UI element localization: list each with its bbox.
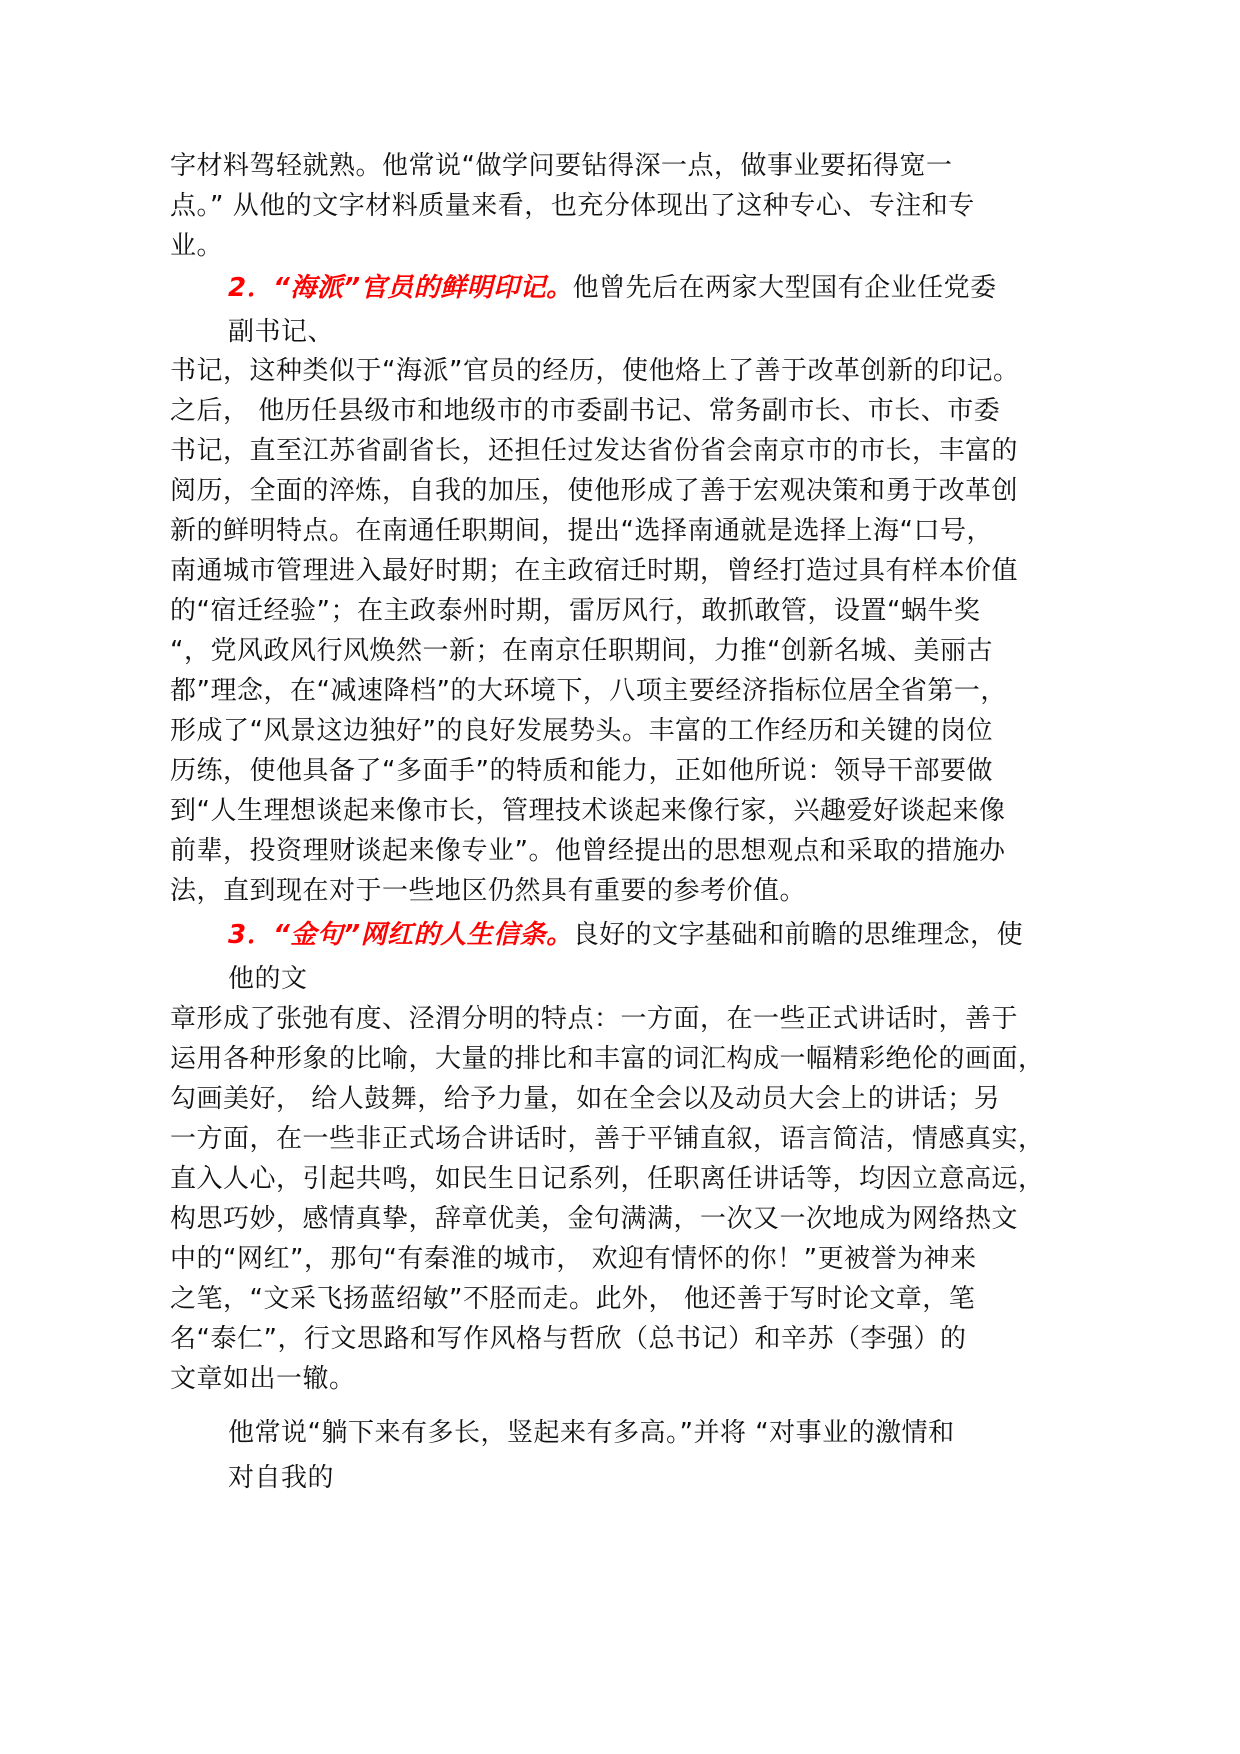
body-text-line: 书记，直至江苏省副省长，还担任过发达省份省会南京市的市长，丰富的 <box>170 436 1019 466</box>
body-text-line: 字材料驾轻就熟。他常说“做学问要钻得深一点，做事业要拓得宽一 <box>170 151 953 181</box>
body-text-line: 运用各种形象的比喻，大量的排比和丰富的词汇构成一幅精彩绝伦的画面， <box>170 1044 1045 1074</box>
body-text-line: 的“宿迁经验”；在主政泰州时期，雷厉风行，敢抓敢管，设置“蜗牛奖 <box>170 596 981 626</box>
body-text-line: 构思巧妙，感情真挚，辞章优美，金句满满，一次又一次地成为网络热文 <box>170 1204 1019 1234</box>
body-text-line: 中的“网红”，那句“有秦淮的城市， 欢迎有情怀的你！”更被誉为神来 <box>170 1244 977 1274</box>
body-text-line: 书记，这种类似于“海派”官员的经历，使他烙上了善于改革创新的印记。 <box>170 356 1020 386</box>
body-text-line: 对自我的 <box>228 1463 335 1493</box>
section-number: 2． <box>228 273 274 303</box>
body-text-line: 点。” 从他的文字材料质量来看，也充分体现出了这种专心、专注和专 <box>170 191 975 221</box>
body-text: 他曾先后在两家大型国有企业任党委 <box>572 273 997 303</box>
body-text-line: 历练，使他具备了“多面手”的特质和能力，正如他所说：领导干部要做 <box>170 756 993 786</box>
body-text-line: 前辈，投资理财谈起来像专业”。他曾经提出的思想观点和采取的措施办 <box>170 836 1006 866</box>
section-heading: “金句”网红的人生信条。 <box>273 920 573 950</box>
body-text-line: 他的文 <box>228 964 308 994</box>
body-text-line: 章形成了张弛有度、泾渭分明的特点：一方面，在一些正式讲话时，善于 <box>170 1004 1019 1034</box>
body-text-line: 法，直到现在对于一些地区仍然具有重要的参考价值。 <box>170 876 807 906</box>
body-text-line: 副书记、 <box>228 317 335 347</box>
body-text-line: 文章如出一辙。 <box>170 1364 356 1394</box>
body-text: 良好的文字基础和前瞻的思维理念，使 <box>572 920 1024 950</box>
body-text-line: 形成了“风景这边独好”的良好发展势头。丰富的工作经历和关键的岗位 <box>170 716 993 746</box>
body-text-line: 之后， 他历任县级市和地级市的市委副书记、常务副市长、市长、市委 <box>170 396 1001 426</box>
body-text-line: 业。 <box>170 231 224 261</box>
section-heading-line <box>228 915 1023 955</box>
body-text-line: 南通城市管理进入最好时期；在主政宿迁时期，曾经打造过具有样本价值 <box>170 556 1019 586</box>
body-text-line: 他常说“躺下来有多长，竖起来有多高。”并将 “对事业的激情和 <box>228 1418 955 1448</box>
body-text-line: 都”理念，在“减速降档”的大环境下，八项主要经济指标位居全省第一， <box>170 676 1007 706</box>
body-text-line: 一方面，在一些非正式场合讲话时，善于平铺直叙，语言简洁，情感真实， <box>170 1124 1045 1154</box>
body-text-line: 新的鲜明特点。在南通任职期间，提出“选择南通就是选择上海“口号， <box>170 516 993 546</box>
body-text-line: 直入人心，引起共鸣，如民生日记系列，任职离任讲话等，均因立意高远， <box>170 1164 1045 1194</box>
body-text-line: 阅历，全面的淬炼，自我的加压，使他形成了善于宏观决策和勇于改革创 <box>170 476 1019 506</box>
body-text-line: 到“人生理想谈起来像市长，管理技术谈起来像行家，兴趣爱好谈起来像 <box>170 796 1006 826</box>
body-text-line: 勾画美好， 给人鼓舞，给予力量，如在全会以及动员大会上的讲话；另 <box>170 1084 1001 1114</box>
section-heading: “海派”官员的鲜明印记。 <box>273 273 573 303</box>
body-text-line: 之笔，“文采飞扬蓝绍敏”不胫而走。此外， 他还善于写时论文章，笔 <box>170 1284 976 1314</box>
body-text-line: “，党风政风行风焕然一新；在南京任职期间，力推“创新名城、美丽古 <box>170 636 993 666</box>
section-heading-line <box>228 268 997 308</box>
section-number: 3． <box>228 920 274 950</box>
body-text-line: 名“泰仁”，行文思路和写作风格与哲欣（总书记）和辛苏（李强）的 <box>170 1324 967 1354</box>
